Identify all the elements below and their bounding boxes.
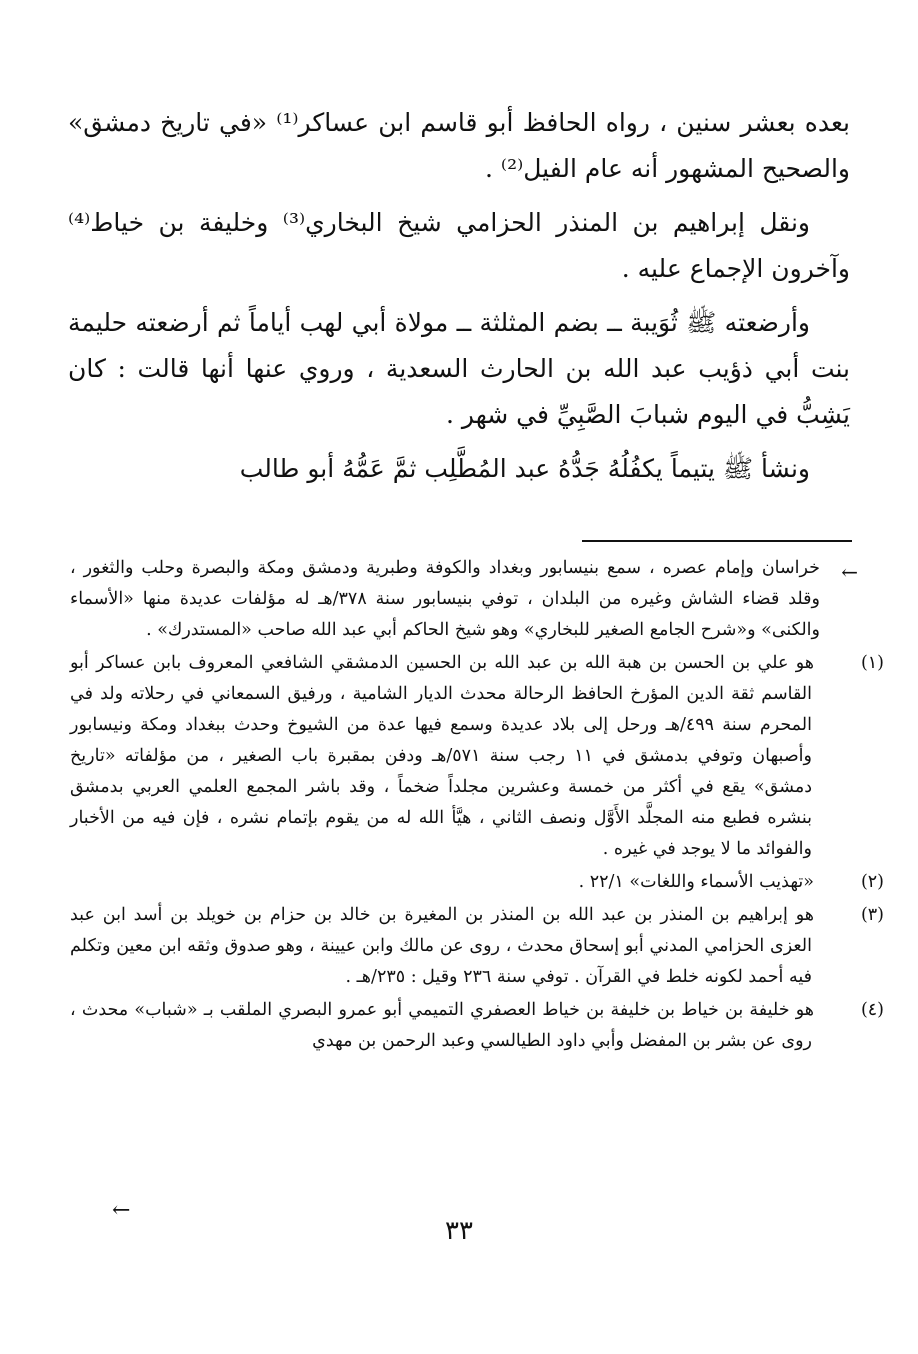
footnote-separator (582, 540, 852, 542)
main-text (68, 100, 850, 500)
main-paragraph-2: ونقل إبراهيم بن المنذر الحزامي شيخ البخاري⁽³⁾ وخليفة بن خياط⁽⁴⁾ وآخرون الإجماع عليه . (68, 208, 850, 283)
main-paragraph-4: ونشأ ﷺ يتيماً يكفُلُهُ جَدُّهُ عبد المُطَّلِب ثمَّ عَمُّهُ أبو طالب (239, 454, 810, 483)
footnote-continuation: خراسان وإمام عصره ، سمع بنيسابور وبغداد والكوفة وطبرية ودمشق ومكة والبصرة وحلب والثغور ، وقلد قضاء الشاش وغيره من البلدان ، توفي بنيسابور سنة ٣٧٨/هـ له مؤلفات عديدة منها «الأسماء والكنى» و«شرح الجامع الصغير للبخاري» وهو شيخ الحاكم أبي عبد الله صاحب «المستدرك» . (70, 558, 820, 640)
footnote-3 (70, 900, 884, 993)
footnote-2 (70, 867, 884, 898)
footnote-4 (70, 995, 884, 1057)
footnote-number: (١) (860, 653, 884, 673)
main-paragraph-1: بعده بعشر سنين ، رواه الحافظ أبو قاسم ابن عساكر⁽¹⁾ «في تاريخ دمشق» والصحيح المشهور أنه عام الفيل⁽²⁾ . (68, 108, 851, 183)
page-number: ٣٣ (445, 1216, 473, 1246)
footnote-number: (٢) (860, 872, 884, 892)
footnote-text: «تهذيب الأسماء واللغات» ٢٢/١ . (578, 872, 814, 892)
footnote-text: هو إبراهيم بن المنذر بن عبد الله بن المنذر بن المغيرة بن خالد بن حزام بن خويلد بن أسد ابن عبد العزى الحزامي المدني أبو إسحاق محدث ، روى عن مالك وابن عيينة ، وهو صدوق وثقه ابن معين وتكلم فيه أحمد لكونه خلط في القرآن . توفي سنة ٢٣٦ وقيل : ٢٣٥/هـ . (70, 905, 814, 987)
footnote-text: هو علي بن الحسن بن هبة الله بن عبد الله بن الحسين الدمشقي الشافعي المعروف بابن عساكر أبو القاسم ثقة الدين المؤرخ الحافظ الرحالة محدث الديار الشامية ، ورفيق السمعاني في رحلاته ولد في المحرم سنة ٤٩٩/هـ ورحل إلى بلاد عديدة وسمع فيها عدة من الشيوخ وحدث ببغداد ومكة ونيسابور وأصبهان وتوفي بدمشق في ١١ رجب سنة ٥٧١/هـ ودفن بمقبرة باب الصغير ، من مؤلفاته «تاريخ دمشق» يقع في أكثر من خمسة وعشرين مجلداً ضخماً ، وقد باشر المجمع العلمي العربي بدمشق بنشره فطبع منه المجلَّد الأَوَّل ونصف الثاني ، هيَّأ الله له من يقوم بإتمام نشره ، فإن فيه من الأخبار والفوائد ما لا يوجد في غيره . (70, 653, 814, 859)
footnote-1 (70, 648, 884, 865)
footnotes (70, 553, 884, 1059)
footnote-number: (٣) (860, 905, 884, 925)
continuation-arrow-icon: ← (841, 560, 858, 584)
footnote-text: هو خليفة بن خياط بن خليفة بن خياط العصفري التميمي أبو عمرو البصري الملقب بـ «شباب» محدث ، روى عن بشر بن المفضل وأبي داود الطيالسي وعبد الرحمن بن مهدي (70, 1000, 814, 1051)
main-paragraph-3: وأرضعته ﷺ ثُوَيبة ــ بضم المثلثة ــ مولاة أبي لهب أياماً ثم أرضعته حليمة بنت أبي ذؤيب عبد الله بن الحارث السعدية ، وروي عنها أنها قالت : كان يَشِبُّ في اليوم شبابَ الصَّبِيِّ في شهر . (68, 308, 850, 429)
continued-arrow-icon: ← (112, 1198, 131, 1223)
footnote-number: (٤) (860, 1000, 884, 1020)
